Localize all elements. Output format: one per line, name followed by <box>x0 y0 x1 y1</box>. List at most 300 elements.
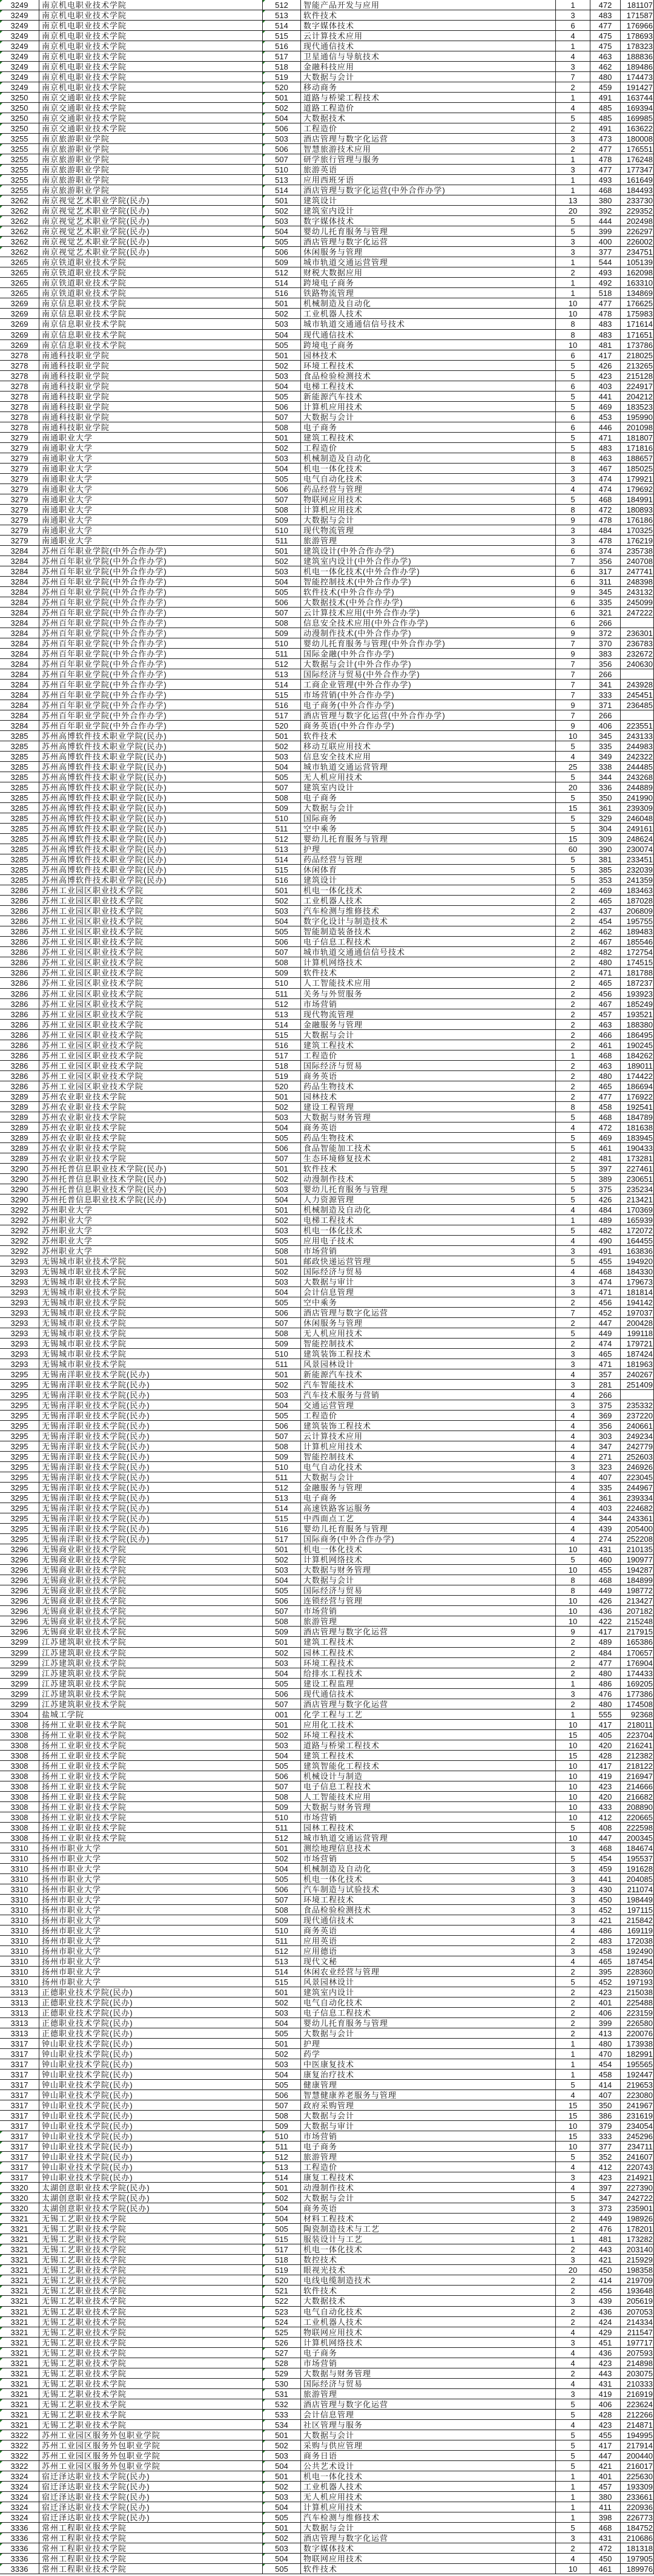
plan-count-cell-text: 3 <box>570 1864 575 1873</box>
major-name-cell-text: 建筑工程技术 <box>303 1637 355 1647</box>
min-rank-cell <box>621 309 654 318</box>
school-code-cell-text: 3279 <box>10 536 28 545</box>
min-score-cell <box>590 1627 621 1636</box>
min-score-cell <box>590 947 621 957</box>
min-rank-cell <box>621 2543 654 2553</box>
school-name-cell-text: 扬州工业职业技术学院 <box>42 1730 127 1740</box>
school-name-cell <box>39 2338 263 2347</box>
min-score-cell <box>590 2389 621 2399</box>
major-code-cell <box>263 1061 301 1070</box>
min-score-cell-text: 399 <box>598 227 612 237</box>
min-rank-cell-text: 230074 <box>626 845 653 854</box>
school-code-cell <box>0 1853 39 1863</box>
school-name-cell-text: 常州工程职业技术学院 <box>42 2523 127 2532</box>
school-name-cell <box>39 1400 263 1410</box>
school-code-cell <box>0 2152 39 2161</box>
min-rank-cell <box>621 680 654 689</box>
major-name-cell <box>301 577 556 586</box>
school-name-cell <box>39 2554 263 2563</box>
major-name-cell <box>301 392 556 401</box>
plan-count-cell <box>556 2121 590 2131</box>
min-rank-cell-text: 163744 <box>626 93 653 103</box>
min-score-cell-text: 371 <box>598 701 612 710</box>
school-name-cell <box>39 1421 263 1431</box>
min-rank-cell-text: 175983 <box>626 309 653 319</box>
min-score-cell-text: 379 <box>598 2122 612 2131</box>
school-code-cell <box>0 2018 39 2028</box>
school-name-cell-text: 无锡工艺职业技术学院 <box>42 2255 127 2265</box>
school-name-cell-text: 无锡工艺职业技术学院 <box>42 2307 127 2316</box>
min-rank-cell-text: 189486 <box>626 62 653 72</box>
school-name-cell-text: 无锡城市职业技术学院 <box>42 1319 127 1328</box>
major-code-cell <box>263 1740 301 1750</box>
major-name-cell-text: 现代物流管理 <box>303 1009 355 1019</box>
plan-count-cell-text: 5 <box>570 443 575 453</box>
school-name-cell <box>39 1699 263 1709</box>
plan-count-cell-text: 2 <box>570 1071 575 1081</box>
school-name-cell-text: 扬州市职业大学 <box>42 1925 102 1935</box>
min-rank-cell-text: 179692 <box>626 484 653 494</box>
plan-count-cell-text: 2 <box>570 999 575 1009</box>
school-name-cell <box>39 1195 263 1204</box>
min-rank-cell <box>621 154 654 164</box>
table-row <box>0 536 654 546</box>
school-name-cell <box>39 41 263 51</box>
major-name-cell <box>301 2338 556 2347</box>
plan-count-cell <box>556 1092 590 1101</box>
table-row <box>0 577 654 587</box>
green-triangle-indicator-icon <box>263 2451 265 2453</box>
school-code-cell <box>0 288 39 298</box>
green-triangle-indicator-icon <box>0 2214 2 2216</box>
major-code-cell <box>263 999 301 1009</box>
major-code-cell-text: 513 <box>275 670 288 680</box>
min-rank-cell-text: 197717 <box>626 2338 653 2347</box>
min-rank-cell-text: 181788 <box>626 968 653 978</box>
school-name-cell <box>39 1761 263 1771</box>
major-name-cell <box>301 649 556 658</box>
min-score-cell <box>590 154 621 164</box>
school-code-cell-text: 3322 <box>10 2461 28 2471</box>
school-code-cell-text: 3262 <box>10 227 28 237</box>
major-name-cell <box>301 2543 556 2553</box>
school-name-cell <box>39 505 263 514</box>
school-name-cell <box>39 1503 263 1513</box>
min-rank-cell-text: 195755 <box>626 917 653 926</box>
school-name-cell-text: 江苏建筑职业技术学院 <box>42 1699 127 1709</box>
plan-count-cell-text: 4 <box>570 1421 575 1431</box>
major-code-cell-text: 505 <box>275 1236 288 1245</box>
major-code-cell-text: 502 <box>275 443 288 453</box>
table-row <box>0 1112 654 1122</box>
school-name-cell <box>39 1009 263 1019</box>
major-code-cell-text: 503 <box>275 1184 288 1194</box>
plan-count-cell <box>556 1925 590 1935</box>
school-name-cell-text: 南通科技职业学院 <box>42 350 110 360</box>
major-code-cell <box>263 1133 301 1142</box>
plan-count-cell <box>556 2018 590 2028</box>
min-rank-cell <box>621 62 654 71</box>
min-rank-cell-text: 227461 <box>626 1164 653 1173</box>
major-code-cell-text: 504 <box>275 577 288 586</box>
min-score-cell <box>590 51 621 61</box>
school-code-cell <box>0 257 39 267</box>
plan-count-cell-text: 2 <box>570 896 575 906</box>
min-rank-cell <box>621 2121 654 2131</box>
school-code-cell <box>0 1792 39 1801</box>
major-code-cell-text: 507 <box>275 412 288 422</box>
min-rank-cell <box>621 1390 654 1400</box>
plan-count-cell <box>556 1174 590 1184</box>
school-name-cell <box>39 433 263 442</box>
table-row <box>0 433 654 443</box>
school-name-cell <box>39 2482 263 2491</box>
major-code-cell <box>263 752 301 761</box>
min-rank-cell <box>621 267 654 277</box>
plan-count-cell-text: 4 <box>570 2358 575 2368</box>
major-code-cell-text: 507 <box>275 1699 288 1709</box>
school-code-cell <box>0 2327 39 2337</box>
table-row <box>0 1812 654 1823</box>
min-rank-cell-text: 176219 <box>626 536 653 545</box>
min-score-cell <box>590 216 621 226</box>
major-name-cell <box>301 824 556 833</box>
school-name-cell-text: 南京交通职业技术学院 <box>42 114 127 123</box>
min-score-cell <box>590 752 621 761</box>
major-code-cell <box>263 2265 301 2275</box>
table-row <box>0 1369 654 1380</box>
min-rank-cell <box>621 1884 654 1894</box>
school-code-cell-text: 3317 <box>10 2163 28 2172</box>
plan-count-cell <box>556 381 590 391</box>
major-name-cell-text: 环境工程技术 <box>303 1730 355 1740</box>
green-triangle-indicator-icon <box>263 2410 265 2412</box>
min-score-cell-text: 486 <box>598 1925 612 1935</box>
table-row <box>0 1565 654 1575</box>
major-code-cell-text: 501 <box>275 2471 288 2481</box>
plan-count-cell-text: 3 <box>570 2204 575 2214</box>
school-code-cell <box>0 525 39 535</box>
school-code-cell-text: 3249 <box>10 1 28 10</box>
min-score-cell-text: 419 <box>598 1771 612 1781</box>
major-code-cell-text: 520 <box>275 1081 288 1091</box>
min-score-cell-text: 352 <box>598 2152 612 2162</box>
plan-count-cell <box>556 10 590 20</box>
school-name-cell <box>39 865 263 874</box>
min-rank-cell <box>621 381 654 391</box>
major-name-cell <box>301 1513 556 1523</box>
min-rank-cell-text: 169394 <box>626 103 653 113</box>
school-name-cell-text: 江苏建筑职业技术学院 <box>42 1668 127 1678</box>
school-name-cell-text: 苏州高博软件技术职业学院(民办) <box>42 732 167 741</box>
min-score-cell-text: 423 <box>598 2358 612 2368</box>
major-name-cell-text: 应用德语 <box>303 1946 338 1956</box>
min-rank-cell <box>621 1689 654 1699</box>
major-code-cell-text: 506 <box>275 1143 288 1153</box>
plan-count-cell-text: 2 <box>570 1153 575 1163</box>
green-triangle-indicator-icon <box>0 144 2 146</box>
plan-count-cell <box>556 1895 590 1904</box>
plan-count-cell <box>556 1452 590 1461</box>
major-name-cell <box>301 185 556 195</box>
plan-count-cell <box>556 2317 590 2327</box>
plan-count-cell <box>556 1030 590 1040</box>
min-rank-cell-text: 185249 <box>626 999 653 1009</box>
major-name-cell-text: 软件技术 <box>303 2286 338 2296</box>
plan-count-cell <box>556 484 590 494</box>
min-rank-cell-text: 233730 <box>626 196 653 206</box>
major-name-cell-text: 汽车制造与试验技术 <box>303 1884 380 1894</box>
min-score-cell-text: 485 <box>598 103 612 113</box>
major-code-cell-text: 503 <box>275 2451 288 2460</box>
school-code-cell-text: 3284 <box>10 711 28 721</box>
major-code-cell-text: 509 <box>275 1802 288 1812</box>
major-code-cell-text: 516 <box>275 1040 288 1050</box>
plan-count-cell <box>556 2430 590 2440</box>
min-rank-cell-text: 195990 <box>626 412 653 422</box>
min-score-cell-text: 480 <box>598 73 612 82</box>
major-code-cell <box>263 340 301 350</box>
green-triangle-indicator-icon <box>263 2461 265 2463</box>
min-score-cell-text: 392 <box>598 206 612 216</box>
school-code-cell <box>0 2090 39 2100</box>
min-score-cell <box>590 2193 621 2203</box>
min-rank-cell <box>621 2039 654 2048</box>
school-code-cell-text: 3299 <box>10 1699 28 1709</box>
major-name-cell <box>301 1843 556 1853</box>
major-code-cell <box>263 361 301 370</box>
plan-count-cell <box>556 175 590 185</box>
school-name-cell <box>39 1328 263 1338</box>
major-name-cell-text: 研学旅行管理与服务 <box>303 155 380 165</box>
school-name-cell <box>39 2348 263 2358</box>
school-code-cell-text: 3289 <box>10 1133 28 1142</box>
table-row <box>0 1122 654 1133</box>
plan-count-cell-text: 1 <box>570 42 575 51</box>
major-name-cell <box>301 1853 556 1863</box>
school-code-cell-text: 3255 <box>10 165 28 175</box>
green-triangle-indicator-icon <box>263 31 265 33</box>
school-name-cell-text: 常州工程职业技术学院 <box>42 2564 127 2574</box>
school-name-cell <box>39 731 263 741</box>
plan-count-cell-text: 4 <box>570 2554 575 2563</box>
major-code-cell-text: 518 <box>275 1061 288 1070</box>
school-code-cell-text: 3255 <box>10 134 28 144</box>
min-score-cell-text: 484 <box>598 525 612 535</box>
green-triangle-indicator-icon <box>263 2183 265 2185</box>
school-name-cell-text: 南京机电职业技术学院 <box>42 73 127 82</box>
table-row <box>0 1596 654 1606</box>
plan-count-cell-text: 1 <box>570 93 575 103</box>
school-code-cell-text: 3284 <box>10 701 28 710</box>
table-row <box>0 896 654 906</box>
school-code-cell-text: 3285 <box>10 845 28 854</box>
min-rank-cell <box>621 1462 654 1472</box>
school-code-cell-text: 3249 <box>10 42 28 51</box>
school-code-cell <box>0 1050 39 1060</box>
green-triangle-indicator-icon <box>263 41 265 44</box>
major-code-cell-text: 512 <box>275 2152 288 2162</box>
school-code-cell <box>0 1236 39 1245</box>
major-code-cell-text: 509 <box>275 1452 288 1462</box>
major-code-cell-text: 506 <box>275 1308 288 1317</box>
min-score-cell <box>590 844 621 854</box>
school-name-cell <box>39 2265 263 2275</box>
school-code-cell-text: 3293 <box>10 1319 28 1328</box>
plan-count-cell <box>556 926 590 936</box>
plan-count-cell-text: 5 <box>570 1195 575 1204</box>
plan-count-cell <box>556 103 590 113</box>
min-score-cell <box>590 1843 621 1853</box>
major-code-cell-text: 504 <box>275 1287 288 1297</box>
major-name-cell <box>301 1565 556 1575</box>
school-code-cell <box>0 453 39 463</box>
major-code-cell-text: 513 <box>275 845 288 854</box>
school-name-cell-text: 苏州百年职业学院(中外合作办学) <box>42 680 167 690</box>
school-name-cell <box>39 1256 263 1266</box>
plan-count-cell-text: 2 <box>570 1699 575 1709</box>
major-name-cell <box>301 2410 556 2419</box>
min-score-cell <box>590 731 621 741</box>
plan-count-cell-text: 5 <box>570 433 575 442</box>
min-score-cell <box>590 1555 621 1564</box>
plan-count-cell-text: 2 <box>570 917 575 926</box>
min-rank-cell-text: 246926 <box>626 1463 653 1472</box>
min-score-cell-text: 309 <box>598 834 612 844</box>
major-code-cell-text: 505 <box>275 927 288 937</box>
min-rank-cell <box>621 2348 654 2358</box>
school-code-cell-text: 3289 <box>10 1143 28 1153</box>
major-code-cell-text: 506 <box>275 1596 288 1606</box>
table-row <box>0 2327 654 2338</box>
plan-count-cell-text: 7 <box>570 670 575 680</box>
major-name-cell <box>301 813 556 823</box>
major-code-cell-text: 508 <box>275 505 288 514</box>
green-triangle-indicator-icon <box>0 2389 2 2391</box>
green-triangle-indicator-icon <box>0 21 2 23</box>
plan-count-cell <box>556 1297 590 1307</box>
school-code-cell <box>0 72 39 82</box>
min-rank-cell-text: 252208 <box>626 1535 653 1544</box>
min-score-cell-text: 403 <box>598 381 612 391</box>
major-name-cell-text: 大数据与会计 <box>303 412 355 422</box>
school-code-cell-text: 3285 <box>10 824 28 834</box>
green-triangle-indicator-icon <box>263 144 265 146</box>
major-code-cell-text: 501 <box>275 93 288 103</box>
plan-count-cell-text: 4 <box>570 2327 575 2337</box>
school-code-cell-text: 3313 <box>10 2008 28 2018</box>
green-triangle-indicator-icon <box>263 2255 265 2257</box>
min-score-cell <box>590 1102 621 1112</box>
min-score-cell <box>590 330 621 339</box>
school-code-cell <box>0 1020 39 1029</box>
school-code-cell-text: 3295 <box>10 1483 28 1493</box>
major-code-cell-text: 534 <box>275 2420 288 2430</box>
school-code-cell <box>0 937 39 946</box>
major-code-cell-text: 512 <box>275 660 288 669</box>
school-code-cell-text: 3295 <box>10 1473 28 1483</box>
table-row <box>0 638 654 649</box>
table-row <box>0 93 654 103</box>
min-score-cell-text: 460 <box>598 1555 612 1565</box>
min-score-cell <box>590 1092 621 1101</box>
major-name-cell-text: 园林工程技术 <box>303 1648 355 1657</box>
school-code-cell-text: 3289 <box>10 1112 28 1122</box>
school-code-cell <box>0 371 39 381</box>
table-row <box>0 2234 654 2244</box>
plan-count-cell-text: 5 <box>570 2523 575 2532</box>
major-code-cell <box>263 1761 301 1771</box>
school-code-cell-text: 3310 <box>10 1905 28 1915</box>
min-rank-cell-text: 240267 <box>626 1370 653 1380</box>
major-name-cell-text: 国际商务 <box>303 814 338 824</box>
plan-count-cell-text: 3 <box>570 2533 575 2543</box>
major-code-cell-text: 501 <box>275 1092 288 1101</box>
major-name-cell <box>301 1596 556 1605</box>
school-code-cell-text: 3289 <box>10 1102 28 1112</box>
min-score-cell-text: 421 <box>598 2461 612 2471</box>
min-rank-cell-text: 201098 <box>626 422 653 432</box>
major-name-cell <box>301 1575 556 1585</box>
major-code-cell-text: 502 <box>275 1380 288 1390</box>
major-name-cell <box>301 2008 556 2017</box>
min-rank-cell <box>621 2368 654 2378</box>
plan-count-cell-text: 3 <box>570 2338 575 2347</box>
min-rank-cell <box>621 1648 654 1657</box>
min-score-cell <box>590 937 621 946</box>
min-rank-cell-text: 184752 <box>626 2523 653 2532</box>
min-score-cell-text: 431 <box>598 2379 612 2388</box>
school-code-cell-text: 3295 <box>10 1452 28 1462</box>
major-name-cell <box>301 710 556 720</box>
plan-count-cell-text: 10 <box>568 1833 578 1843</box>
school-name-cell-text: 无锡商业职业技术学院 <box>42 1576 127 1585</box>
plan-count-cell-text: 1 <box>570 289 575 298</box>
min-score-cell-text: 421 <box>598 1915 612 1925</box>
min-score-cell <box>590 278 621 287</box>
min-rank-cell-text: 194287 <box>626 1565 653 1575</box>
major-code-cell-text: 505 <box>275 237 288 247</box>
major-name-cell-text: 工业机器人技术 <box>303 2317 363 2327</box>
major-name-cell-text: 建筑工程技术 <box>303 1040 355 1050</box>
min-score-cell-text: 472 <box>598 1122 612 1132</box>
major-name-cell <box>301 2172 556 2182</box>
major-code-cell-text: 502 <box>275 1853 288 1863</box>
plan-count-cell <box>556 556 590 566</box>
table-row <box>0 2461 654 2471</box>
min-rank-cell <box>621 1925 654 1935</box>
min-rank-cell <box>621 1400 654 1410</box>
major-name-cell <box>301 175 556 185</box>
school-name-cell-text: 钟山职业技术学院(民办) <box>42 2091 133 2100</box>
school-name-cell <box>39 2358 263 2368</box>
major-name-cell <box>301 1339 556 1348</box>
major-name-cell-text: 智能制造装备技术 <box>303 927 372 937</box>
plan-count-cell <box>556 1946 590 1956</box>
plan-count-cell <box>556 1102 590 1112</box>
plan-count-cell <box>556 1575 590 1585</box>
major-code-cell <box>263 556 301 566</box>
plan-count-cell-text: 5 <box>570 742 575 752</box>
plan-count-cell <box>556 968 590 977</box>
major-name-cell <box>301 1637 556 1647</box>
school-name-cell-text: 无锡工艺职业技术学院 <box>42 2389 127 2399</box>
major-name-cell-text: 建设工程监理 <box>303 1679 355 1688</box>
plan-count-cell-text: 10 <box>568 1771 578 1781</box>
school-name-cell <box>39 2049 263 2059</box>
min-rank-cell-text: 245099 <box>626 597 653 607</box>
min-score-cell <box>590 464 621 473</box>
